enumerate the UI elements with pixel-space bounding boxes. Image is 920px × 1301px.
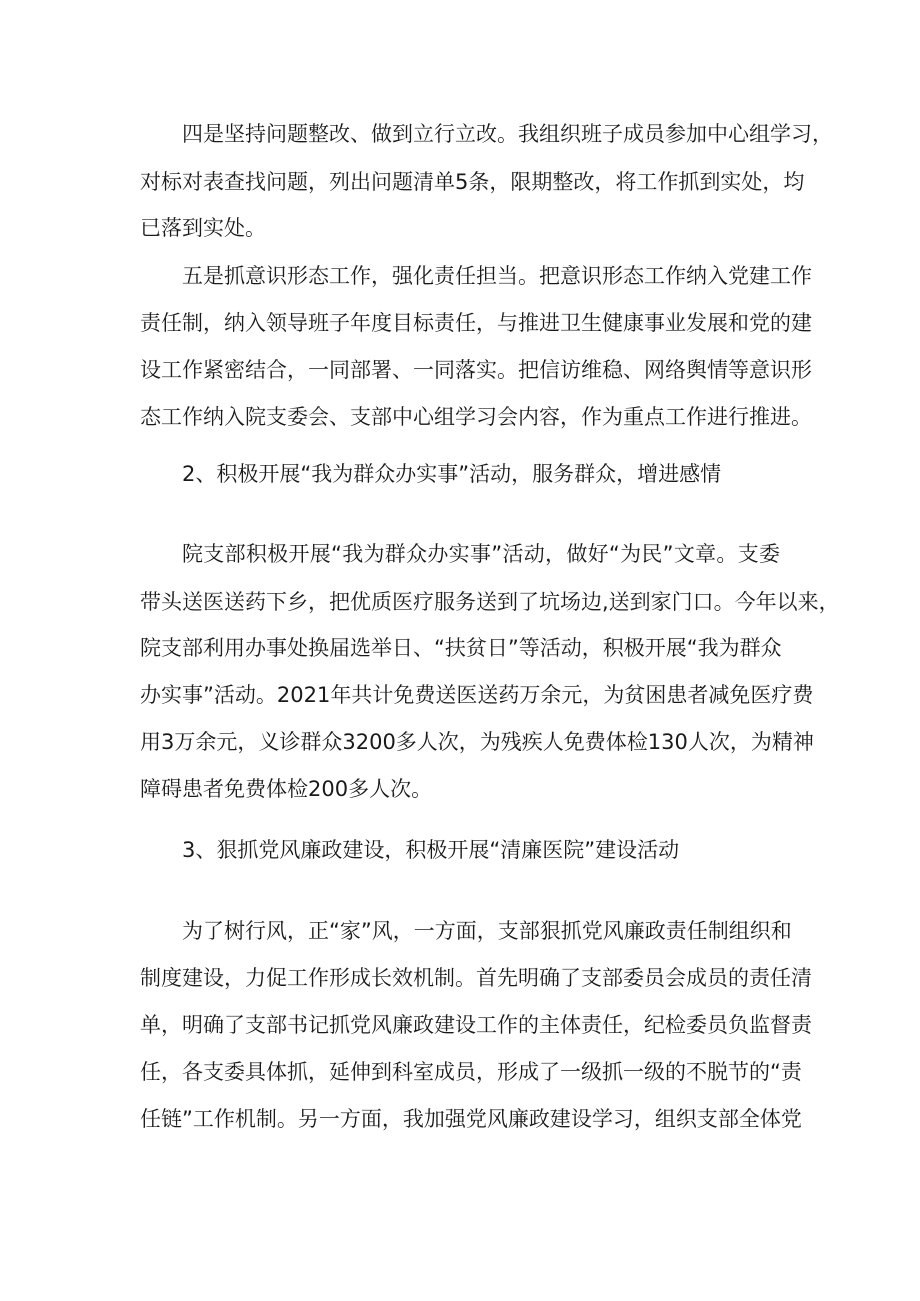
text-line: 任链”工作机制。另一方面，我加强党风廉政建设学习，组织支部全体党 bbox=[140, 1107, 802, 1131]
section-heading-3: 3、狠抓党风廉政建设，积极开展“清廉医院”建设活动 bbox=[182, 838, 680, 862]
text-line: 已落到实处。 bbox=[140, 216, 266, 240]
text-line: 用3万余元，义诊群众3200多人次，为残疾人免费体检130人次，为精神 bbox=[140, 730, 814, 754]
text-line: 带头送医送药下乡，把优质医疗服务送到了坑场边,送到家门口。今年以来， bbox=[140, 590, 840, 614]
text-line: 责任制，纳入领导班子年度目标责任，与推进卫生健康事业发展和党的建 bbox=[140, 311, 812, 335]
text-line: 对标对表查找问题，列出问题清单5条，限期整改，将工作抓到实处，均 bbox=[140, 170, 805, 194]
text-line: 设工作紧密结合，一同部署、一同落实。把信访维稳、网络舆情等意识形 bbox=[140, 358, 812, 382]
text-line: 办实事”活动。2021年共计免费送医送药万余元，为贫困患者减免医疗费 bbox=[140, 683, 814, 707]
text-line: 四是坚持问题整改、做到立行立改。我组织班子成员参加中心组学习， bbox=[182, 122, 833, 146]
text-line: 为了树行风，正“家”风，一方面，支部狠抓党风廉政责任制组织和 bbox=[182, 919, 792, 943]
text-line: 制度建设，力促工作形成长效机制。首先明确了支部委员会成员的责任清 bbox=[140, 966, 812, 990]
text-line: 院支部利用办事处换届选举日、“扶贫日”等活动，积极开展“我为群众 bbox=[140, 636, 782, 660]
text-line: 单，明确了支部书记抓党风廉政建设工作的主体责任，纪检委员负监督责 bbox=[140, 1013, 812, 1037]
text-line: 障碍患者免费体检200多人次。 bbox=[140, 777, 433, 801]
text-line: 任，各支委具体抓，延伸到科室成员，形成了一级抓一级的不脱节的“责 bbox=[140, 1060, 802, 1084]
section-heading-2: 2、积极开展“我为群众办实事”活动，服务群众，增进感情 bbox=[182, 462, 722, 486]
text-line: 态工作纳入院支委会、支部中心组学习会内容，作为重点工作进行推进。 bbox=[140, 405, 812, 429]
text-line: 院支部积极开展“我为群众办实事”活动，做好“为民”文章。支委 bbox=[182, 542, 780, 566]
text-line: 五是抓意识形态工作，强化责任担当。把意识形态工作纳入党建工作 bbox=[182, 264, 812, 288]
